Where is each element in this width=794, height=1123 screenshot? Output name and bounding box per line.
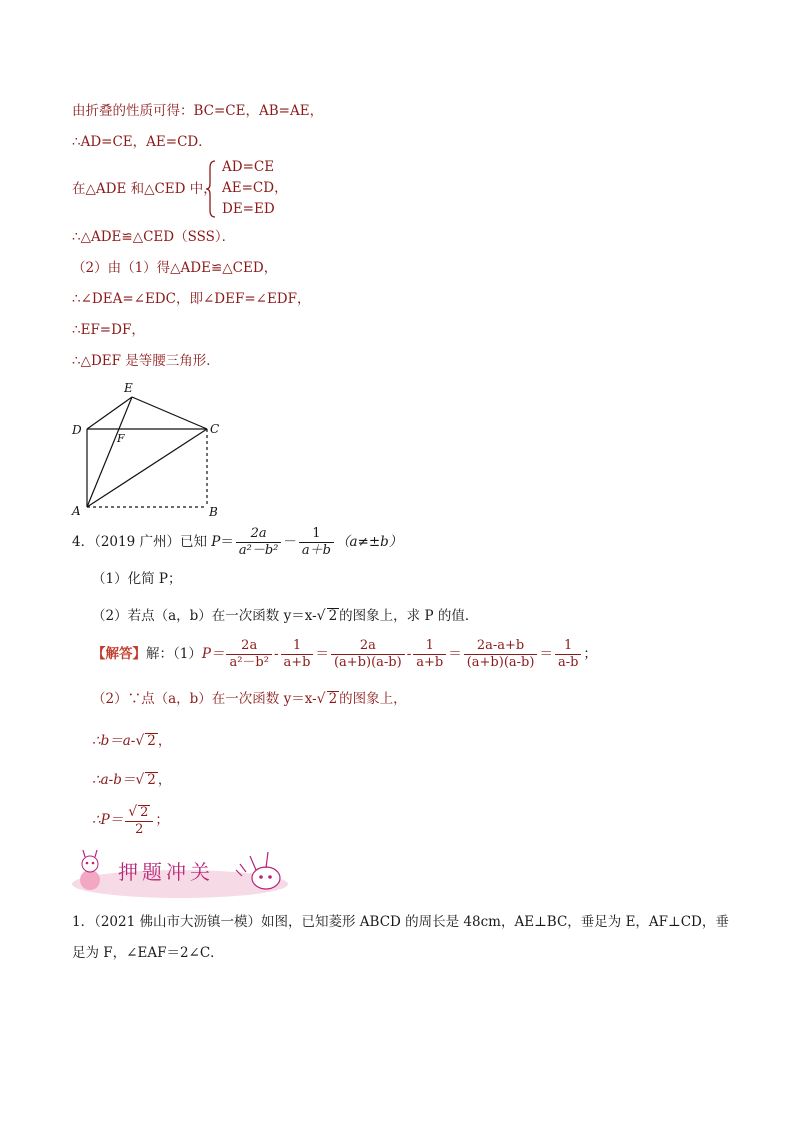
solution-line-6: ∴∠DEA=∠EDC，即∠DEF=∠EDF， <box>72 291 311 307</box>
geometry-figure <box>66 378 236 520</box>
section-title: 押题冲关 <box>118 860 214 884</box>
problem4-prefix: 4．（2019 广州）已知 <box>72 534 212 550</box>
bunny-icon-left <box>80 850 100 890</box>
solution-line-5: （2）由（1）得△ADE≌△CED， <box>72 260 278 276</box>
condition: （a≠±b） <box>335 534 403 550</box>
answer-line-2: （2）∵点（a，b）在一次函数 y＝x-√ 2 的图象上， <box>92 691 407 707</box>
solution-line-4: ∴△ADE≌△CED（SSS）． <box>72 229 236 245</box>
ans-frac-4: $\frac{1}{a+b}$ <box>413 638 446 671</box>
system-eq-1: AD=CE <box>222 159 275 175</box>
problem1-line-2: 足为 F，∠EAF＝2∠C． <box>72 945 224 961</box>
answer-tag: 【解答】 <box>92 646 146 662</box>
var-P: P <box>211 534 221 550</box>
system-eq-2: AE=CD， <box>222 180 288 196</box>
problem4-q1: （1）化简 P； <box>92 571 182 587</box>
problem4-statement <box>72 524 402 560</box>
fraction-1: $\frac{1}{a+b}$ <box>299 526 334 559</box>
system-brace <box>206 160 216 218</box>
problem1-line-1: 1．（2021 佛山市大沥镇一模）如图，已知菱形 ABCD 的周长是 48cm，AE⊥BC，垂足为 E，AF⊥CD，垂 <box>72 914 729 930</box>
label-D: D <box>72 423 82 437</box>
label-B: B <box>209 505 218 519</box>
answer-line-3: ∴b＝a-√ 2 ， <box>92 733 172 749</box>
sqrt-2: 2 <box>328 608 338 624</box>
solution-line-3: 在△ADE 和△CED 中， <box>72 181 217 197</box>
minus-sign: － <box>283 534 297 550</box>
segment-EC <box>132 397 207 429</box>
ans-frac-2: $\frac{1}{a+b}$ <box>281 638 314 671</box>
answer-line-5: ∴P＝ $\frac{√ 2}{2}$ ； <box>92 803 169 837</box>
label-E: E <box>124 381 133 395</box>
solution-line-7: ∴EF=DF， <box>72 322 145 338</box>
ans-frac-5: $\frac{2a-a+b}{(a+b)(a-b)}$ <box>464 638 538 671</box>
answer-line-4: ∴a-b＝√ 2 ， <box>92 772 172 788</box>
label-F: F <box>117 432 125 445</box>
answer-line-1: 【解答】解：（1）P＝ $\frac{2a}{\text{a²－b²}}$ - $\frac{1}{a+b}$ ＝ $\frac{2a}{(a+b)(a-b)}$ - $\frac{1}{a+b}$ ＝ $\frac{2a-a+b}{(a+b)(a-b)}$ ＝ $\frac{1}{a-b}$ ； <box>92 638 597 670</box>
solution-line-1: 由折叠的性质可得：BC=CE，AB=AE， <box>72 103 324 119</box>
problem4-q2: （2）若点（a，b）在一次函数 y＝x-√ 2 的图象上，求 P 的值． <box>92 608 479 624</box>
system-eq-3: DE=ED <box>222 201 275 217</box>
label-C: C <box>210 422 220 436</box>
fraction-2a: $\frac{2a}{\text{a²－b²}}$ <box>236 526 282 559</box>
ans-frac-3: $\frac{2a}{(a+b)(a-b)}$ <box>331 638 405 671</box>
ans-frac-6: $\frac{1}{a-b}$ <box>555 638 581 671</box>
solution-line-2: ∴AD=CE，AE=CD． <box>72 134 212 150</box>
ans-frac-sqrt2-over-2: $\frac{√ 2}{2}$ <box>125 804 153 838</box>
label-A: A <box>72 504 81 518</box>
solution-line-8: ∴△DEF 是等腰三角形． <box>72 353 220 369</box>
eq-sign: ＝ <box>220 534 234 550</box>
ans-frac-1: $\frac{2a}{\text{a²－b²}}$ <box>226 638 272 671</box>
segment-AC <box>87 429 207 507</box>
